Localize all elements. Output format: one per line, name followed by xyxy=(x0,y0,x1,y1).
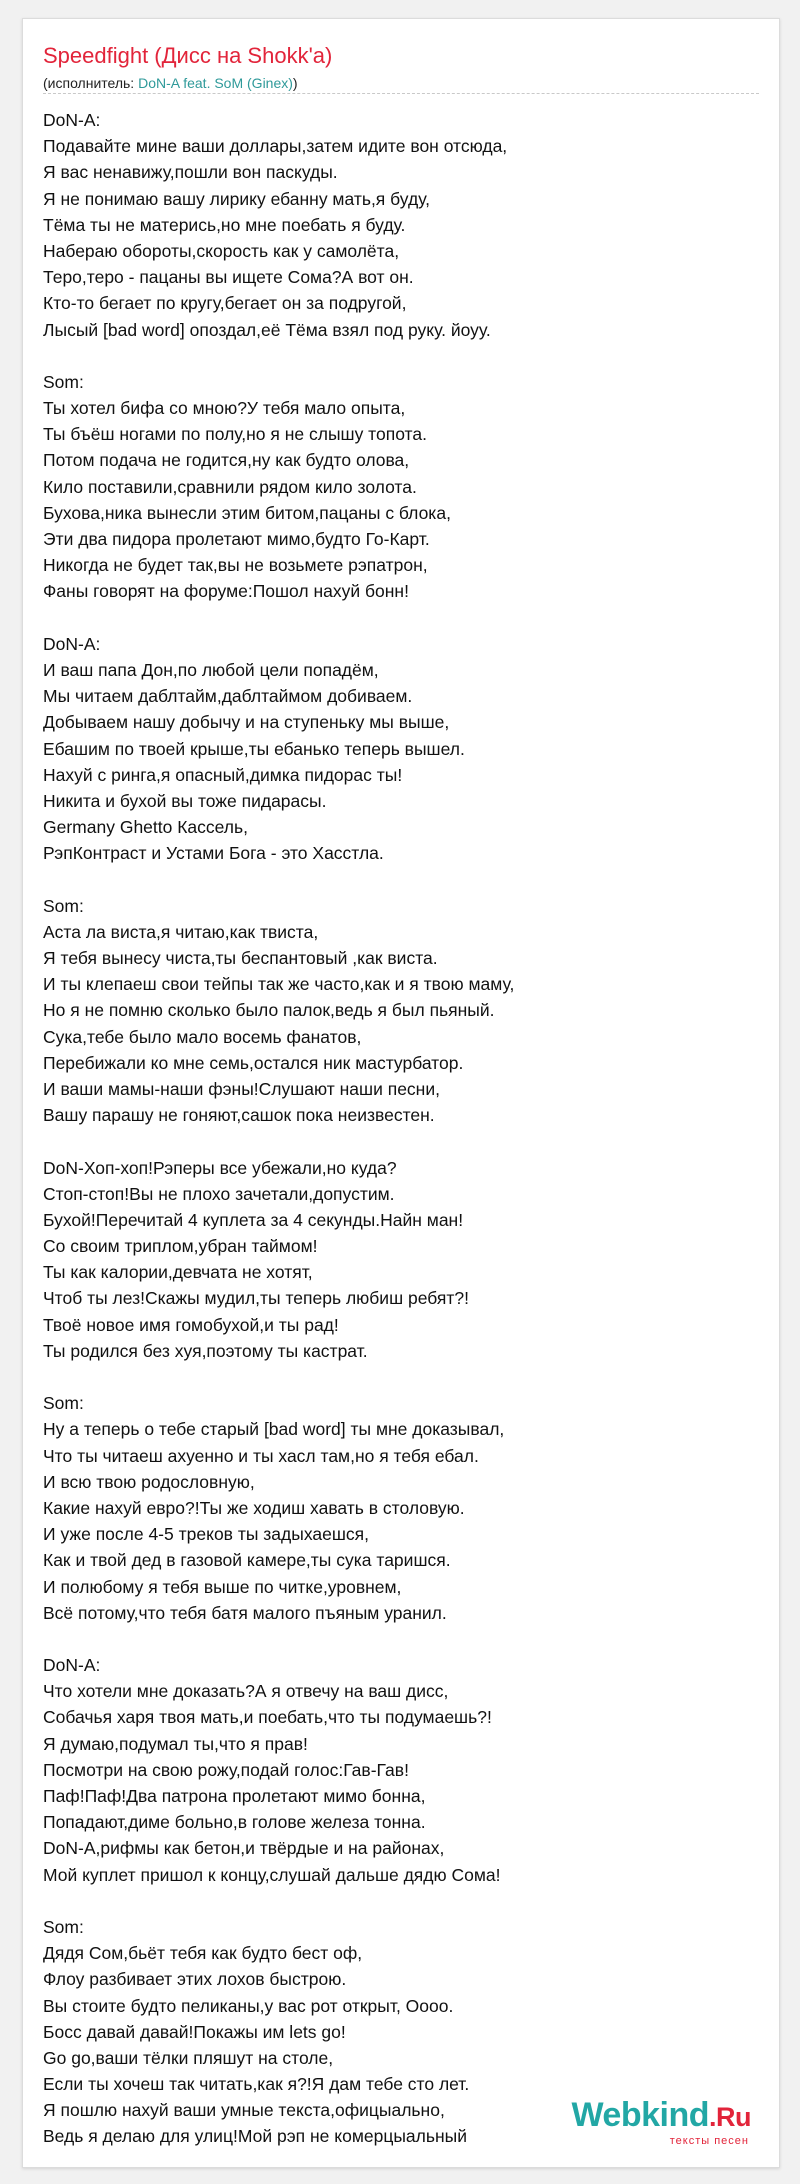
lyric-line: Посмотри на свою рожу,подай голос:Гав-Гав! xyxy=(43,1759,409,1780)
lyric-line: Ты бъёш ногами по полу,но я не слышу топота. xyxy=(43,424,427,445)
stanza-gap xyxy=(43,605,763,631)
lyric-line: Твоё новое имя гомобухой,и ты рад! xyxy=(43,1314,339,1335)
lyric-line: Нахуй с ринга,я опасный,димка пидорас ты! xyxy=(43,764,403,785)
performer-link[interactable]: DoN-A feat. SoM (Ginex) xyxy=(138,75,293,91)
lyric-line: DoN-A: xyxy=(43,110,101,130)
lyric-line: Som: xyxy=(43,371,84,392)
lyric-line: Бухой!Перечитай 4 куплета за 4 секунды.Найн ман! xyxy=(43,1209,464,1230)
stanza-gap xyxy=(43,1364,763,1390)
lyric-line: Босс давай давай!Покажы им lets go! xyxy=(43,2021,346,2042)
lyric-line: DoN-A: xyxy=(43,1655,101,1676)
lyric-line: Сука,тебе было мало восемь фанатов, xyxy=(43,1026,362,1047)
lyric-line: Вы стоите будто пеликаны,у вас рот открыт, Оооо. xyxy=(43,1995,454,2016)
logo-tld: .Ru xyxy=(709,2102,751,2132)
lyric-line: Я не понимаю вашу лирику ебанну мать,я буду, xyxy=(43,188,431,209)
lyric-line: Добываем нашу добычу и на ступеньку мы выше, xyxy=(43,712,450,733)
lyric-line: DoN-A: xyxy=(43,633,101,654)
lyric-line: Вашу парашу не гоняют,сашок пока неизвестен. xyxy=(43,1105,435,1126)
lyric-line: Я вас ненавижу,пошли вон паскуды. xyxy=(43,162,338,183)
lyric-line: Ты родился без хуя,поэтому ты кастрат. xyxy=(43,1340,368,1361)
lyric-line: Перебижали ко мне семь,остался ник мастурбатор. xyxy=(43,1052,464,1073)
lyric-line: Флоу разбивает этих лохов быстрою. xyxy=(43,1969,347,1990)
lyric-line: И всю твою родословную, xyxy=(43,1471,255,1492)
logo-tagline: тексты песен xyxy=(669,2135,749,2147)
lyric-line: Подавайте мине ваши доллары,затем идите вон отсюда, xyxy=(43,136,508,157)
lyric-line: И ваш папа Дон,по любой цели попадём, xyxy=(43,659,379,680)
lyric-line: Как и твой дед в газовой камере,ты сука таришся. xyxy=(43,1550,451,1571)
lyric-line: Попадают,диме больно,в голове железа тонна. xyxy=(43,1812,426,1833)
lyric-line: Бухова,ника вынесли этим битом,пацаны с блока, xyxy=(43,502,451,523)
lyrics-card xyxy=(22,18,780,2168)
stanza-gap xyxy=(43,866,763,892)
lyric-line: Я пошлю нахуй ваши умные текста,офицыально, xyxy=(43,2100,445,2121)
lyric-line: Кило поставили,сравнили рядом кило золота. xyxy=(43,476,417,497)
lyric-line: Чтоб ты лез!Скажы мудил,ты теперь любиш ребят?! xyxy=(43,1288,469,1309)
lyric-line: Кто-то бегает по кругу,бегает он за подругой, xyxy=(43,293,407,314)
lyric-line: Стоп-стоп!Вы не плохо зачетали,допустим. xyxy=(43,1183,395,1204)
lyric-line: Никита и бухой вы тоже пидарасы. xyxy=(43,790,327,811)
lyric-line: И ты клепаеш свои тейпы так же часто,как и я твою маму, xyxy=(43,974,515,995)
lyric-line: Ебашим по твоей крыше,ты ебанько теперь вышел. xyxy=(43,738,465,759)
lyric-line: Ведь я делаю для улиц!Мой рэп не комерцыальный xyxy=(43,2126,468,2147)
lyric-line: Germany Ghetto Кассель, xyxy=(43,817,248,838)
lyric-line: Som: xyxy=(43,1393,84,1414)
lyric-line: Теро,теро - пацаны вы ищете Сома?А вот он. xyxy=(43,267,414,288)
lyric-line: Лысый [bad word] опоздал,её Тёма взял под руку. йоуу. xyxy=(43,319,491,340)
lyric-line: Тёма ты не матерись,но мне поебать я буду. xyxy=(43,214,406,235)
lyric-line: Мой куплет пришол к концу,слушай дальше дядю Сома! xyxy=(43,1864,501,1885)
lyric-line: DoN-A,рифмы как бетон,и твёрдые и на районах, xyxy=(43,1838,445,1859)
lyric-line: Но я не помню сколько было палок,ведь я был пьяный. xyxy=(43,1000,495,1021)
lyric-line: Som: xyxy=(43,1916,84,1937)
lyric-line: Дядя Сом,бьёт тебя как будто бест оф, xyxy=(43,1943,363,1964)
stanza-gap xyxy=(43,1626,763,1652)
lyric-line: Потом подача не годится,ну как будто олова, xyxy=(43,450,410,471)
performer-credit xyxy=(43,75,298,91)
lyric-line: И полюбому я тебя выше по читке,уровнем, xyxy=(43,1576,402,1597)
lyric-line: Никогда не будет так,вы не возьмете рэпатрон, xyxy=(43,555,428,576)
performer-prefix: (исполнитель: xyxy=(43,75,139,91)
lyric-line: Ну а теперь о тебе старый [bad word] ты мне доказывал, xyxy=(43,1419,505,1440)
lyric-line: Go go,ваши тёлки пляшут на столе, xyxy=(43,2047,334,2068)
performer-suffix: ) xyxy=(292,75,298,91)
stanza-gap xyxy=(43,1128,763,1154)
lyric-line: Я тебя вынесу чиста,ты беспантовый ,как виста. xyxy=(43,948,438,968)
lyric-line: Если ты хочеш так читать,как я?!Я дам тебе сто лет. xyxy=(43,2074,470,2095)
lyric-line: Какие нахуй евро?!Ты же ходиш хавать в столовую. xyxy=(43,1497,465,1518)
lyric-line: Набераю обороты,скорость как у самолёта, xyxy=(43,240,400,261)
lyric-line: Аста ла виста,я читаю,как твиста, xyxy=(43,921,319,942)
lyric-line: РэпКонтраст и Устами Бога - это Хасстла. xyxy=(43,843,384,864)
lyric-line: Всё потому,что тебя батя малого пъяным уранил. xyxy=(43,1602,447,1623)
header-divider xyxy=(43,93,759,94)
lyric-line: Ты хотел бифа со мною?У тебя мало опыта, xyxy=(43,398,406,419)
stanza-gap xyxy=(43,1888,763,1914)
lyric-line: Со своим триплом,убран таймом! xyxy=(43,1236,318,1257)
lyric-line: Собачья харя твоя мать,и поебать,что ты подумаешь?! xyxy=(43,1707,492,1728)
lyric-line: Паф!Паф!Два патрона пролетают мимо бонна, xyxy=(43,1786,426,1806)
lyrics-text xyxy=(43,107,763,2150)
lyric-line: Я думаю,подумал ты,что я прав! xyxy=(43,1733,308,1754)
site-logo[interactable] xyxy=(571,2098,751,2147)
song-title: Speedfight (Дисс на Shokk'a) xyxy=(43,43,333,68)
lyric-line: DoN-Хоп-хоп!Рэперы все убежали,но куда? xyxy=(43,1157,397,1178)
lyric-line: Что хотели мне доказать?А я отвечу на ваш дисс, xyxy=(43,1681,449,1702)
lyric-line: И уже после 4-5 треков ты задыхаешся, xyxy=(43,1524,369,1545)
stanza-gap xyxy=(43,343,763,369)
lyric-line: Эти два пидора пролетают мимо,будто Го-Карт. xyxy=(43,529,430,549)
lyric-line: И ваши мамы-наши фэны!Слушают наши песни, xyxy=(43,1078,440,1099)
lyric-line: Что ты читаеш ахуенно и ты хасл там,но я тебя ебал. xyxy=(43,1445,479,1466)
lyric-line: Мы читаем даблтайм,даблтаймом добиваем. xyxy=(43,686,413,707)
lyric-line: Ты как калории,девчата не хотят, xyxy=(43,1262,313,1283)
logo-name: Webkind xyxy=(571,2096,709,2134)
lyric-line: Som: xyxy=(43,895,84,916)
lyric-line: Фаны говорят на форуме:Пошол нахуй бонн! xyxy=(43,581,409,602)
